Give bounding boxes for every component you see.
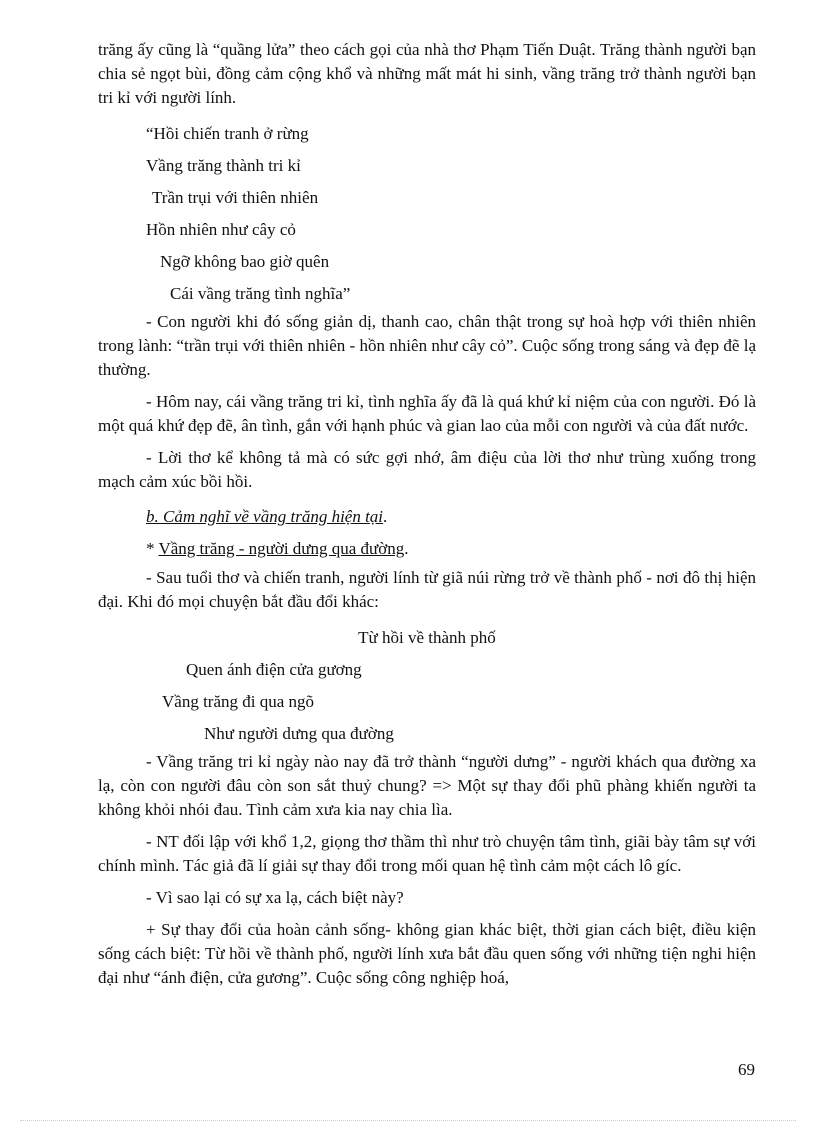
verse-line: “Hồi chiến tranh ở rừng [146,124,309,143]
verse-line: Vầng trăng đi qua ngõ [162,692,315,711]
heading-period: . [404,539,409,558]
verse-line: Ngỡ không bao giờ quên [160,252,330,271]
footer-divider [20,1120,796,1121]
verse-line: Cái vầng trăng tình nghĩa” [170,284,351,303]
section-heading-b-text: b. Cảm nghĩ về vầng trăng hiện tại [146,507,384,526]
poem-stanza-city [98,622,756,750]
analysis-paragraph: - Hôm nay, cái vầng trăng tri kỉ, tình nghĩa ấy đã là quá khứ kỉ niệm của con người. Đó là một quá khứ đẹp đẽ, ân tình, gắn với hạnh phúc và gian lao của mỗi con người và của đất nước. [98,392,756,435]
verse-line: Như người dưng qua đường [204,724,394,743]
analysis-paragraph: - Lời thơ kể không tả mà có sức gợi nhớ, âm điệu của lời thơ như trùng xuống trong mạch cảm xúc bồi hồi. [98,448,756,491]
verse-line: Hồn nhiên như cây cỏ [146,220,296,239]
subsection-heading [98,534,756,566]
poem-stanza-war [98,118,756,310]
verse-line: Quen ánh điện cửa gương [186,660,362,679]
analysis-paragraph: - Con người khi đó sống giản dị, thanh cao, chân thật trong sự hoà hợp với thiên nhiên trong lành: “trần trụi với thiên nhiên - hồn nhiên như cây cỏ”. Cuộc sống trong sáng và đẹp đẽ lạ thường. [98,312,756,379]
heading-period: . [383,507,388,526]
section-heading-b [98,502,756,534]
verse-line: Vầng trăng thành tri kỉ [146,156,301,175]
analysis-paragraph: + Sự thay đổi của hoàn cảnh sống- không gian khác biệt, thời gian cách biệt, điều kiện sống cách biệt: Từ hồi về thành phố, người lính xưa bắt đầu quen sống với những tiện nghi hiện đại như “ánh điện, cửa gương”. Cuộc sống công nghiệp hoá, [98,920,756,987]
analysis-paragraph: - Sau tuổi thơ và chiến tranh, người lính từ giã núi rừng trở về thành phố - nơi đô thị hiện đại. Khi đó mọi chuyện bắt đầu đổi khác: [98,568,756,611]
bullet-star: * [146,539,159,558]
page-number: 69 [738,1060,755,1079]
subsection-heading-text: Vầng trăng - người dưng qua đường [158,539,405,558]
verse-line: Từ hồi về thành phố [358,628,496,647]
question-paragraph: - Vì sao lại có sự xa lạ, cách biệt này? [146,888,404,907]
analysis-paragraph: - NT đối lập với khổ 1,2, giọng thơ thầm thì như trò chuyện tâm tình, giãi bày tâm sự với chính mình. Tác giả đã lí giải sự thay đổi trong mối quan hệ tình cảm một cách lô gíc. [98,832,756,875]
analysis-paragraph: - Vầng trăng tri kỉ ngày nào nay đã trở thành “người dưng” - người khách qua đường xa lạ, còn con người đâu còn son sắt thuỷ chung? => Một sự thay đổi phũ phàng khiến người ta không khỏi nhói đau. Tình cảm xưa kia nay chia lìa. [98,752,756,819]
intro-paragraph: trăng ấy cũng là “quầng lửa” theo cách gọi của nhà thơ Phạm Tiến Duật. Trăng thành người bạn chia sẻ ngọt bùi, đồng cảm cộng khổ và những mất mát hi sinh, vầng trăng trở thành người bạn tri kỉ với người lính. [98,40,756,107]
page-content [98,38,756,998]
verse-line: Trần trụi với thiên nhiên [152,188,319,207]
